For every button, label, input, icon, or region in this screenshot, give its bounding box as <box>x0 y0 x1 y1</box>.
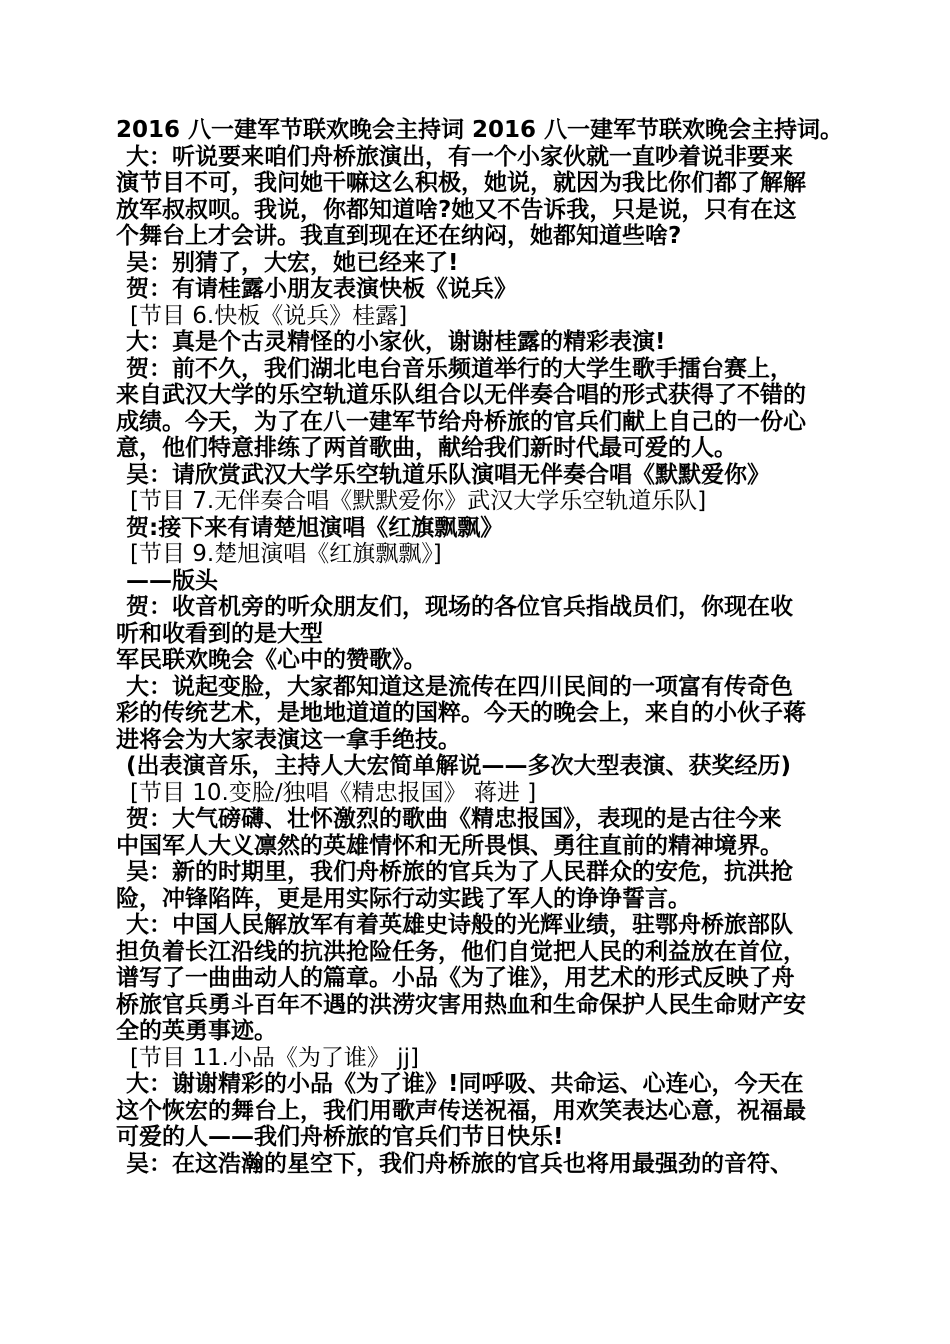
program-line: [节目 10.变脸/独唱《精忠报国》 蒋进 ] <box>130 779 537 806</box>
text-line: 吴：请欣赏武汉大学乐空轨道乐队演唱无伴奏合唱《默默爱你》 <box>126 461 770 488</box>
text-line: 大：听说要来咱们舟桥旅演出，有一个小家伙就一直吵着说非要来 <box>126 143 793 170</box>
text-line: 贺：有请桂露小朋友表演快板《说兵》 <box>126 276 517 302</box>
text-line: 桥旅官兵勇斗百年不遇的洪涝灾害用热血和生命保护人民生命财产安 <box>116 991 806 1018</box>
text-line: 贺：前不久，我们湖北电台音乐频道举行的大学生歌手擂台赛上， <box>126 355 793 382</box>
program-line: [节目 6.快板《说兵》桂露] <box>130 302 408 329</box>
text-line: 吴：别猜了，大宏，她已经来了! <box>126 249 459 276</box>
program-line: [节目 9.楚旭演唱《红旗飘飘》] <box>130 541 442 567</box>
text-line: 成绩。今天，为了在八一建军节给舟桥旅的官兵们献上自己的一份心 <box>116 408 806 435</box>
text-line: 谱写了一曲曲动人的篇章。小品《为了谁》，用艺术的形式反映了舟 <box>116 965 795 991</box>
text-line: 大：真是个古灵精怪的小家伙，谢谢桂露的精彩表演! <box>126 329 666 355</box>
text-line: 大：谢谢精彩的小品《为了谁》!同呼吸、共命运、心连心，今天在 <box>126 1071 804 1097</box>
text-line: 军民联欢晚会《心中的赞歌》。 <box>116 647 427 673</box>
text-line: ——版头 <box>126 567 218 594</box>
text-line: 中国军人大义凛然的英雄情怀和无所畏惧、勇往直前的精神境界。 <box>116 832 783 859</box>
text-line: 意，他们特意排练了两首歌曲，献给我们新时代最可爱的人。 <box>116 435 737 461</box>
text-line: (出表演音乐，主持人大宏简单解说——多次大型表演、获奖经历) <box>126 753 792 779</box>
program-line: [节目 7.无伴奏合唱《默默爱你》武汉大学乐空轨道乐队] <box>130 488 707 514</box>
text-line: 贺：大气磅礴、壮怀激烈的歌曲《精忠报国》，表现的是古往今来 <box>126 806 782 832</box>
text-line: 大：说起变脸，大家都知道这是流传在四川民间的一项富有传奇色 <box>126 673 793 700</box>
text-line: 大：中国人民解放军有着英雄史诗般的光辉业绩，驻鄂舟桥旅部队 <box>126 912 793 938</box>
text-line: 吴：在这浩瀚的星空下，我们舟桥旅的官兵也将用最强劲的音符、 <box>126 1150 793 1177</box>
text-line: 进将会为大家表演这一拿手绝技。 <box>116 726 461 753</box>
text-line: 听和收看到的是大型 <box>116 620 323 647</box>
text-line: 个舞台上才会讲。我直到现在还在纳闷，她都知道些啥? <box>116 223 682 249</box>
text-line: 放军叔叔呗。我说，你都知道啥?她又不告诉我，只是说，只有在这 <box>116 196 797 223</box>
title-line: 2016 八一建军节联欢晚会主持词 2016 八一建军节联欢晚会主持词。 <box>116 117 844 143</box>
text-line: 全的英勇事迹。 <box>116 1018 277 1044</box>
text-line: 演节目不可，我问她干嘛这么积极，她说，就因为我比你们都了解解 <box>116 170 806 196</box>
text-line: 这个恢宏的舞台上，我们用歌声传送祝福，用欢笑表达心意，祝福最 <box>116 1097 806 1124</box>
text-line: 可爱的人——我们舟桥旅的官兵们节日快乐! <box>116 1124 564 1150</box>
text-line: 彩的传统艺术，是地地道道的国粹。今天的晚会上，来自的小伙子蒋 <box>116 700 806 726</box>
text-line: 吴：新的时期里，我们舟桥旅的官兵为了人民群众的安危，抗洪抢 <box>126 859 793 885</box>
text-line: 贺：收音机旁的听众朋友们，现场的各位官兵指战员们，你现在收 <box>126 594 793 620</box>
text-line: 来自武汉大学的乐空轨道乐队组合以无伴奏合唱的形式获得了不错的 <box>116 382 806 408</box>
text-line: 贺:接下来有请楚旭演唱《红旗飘飘》 <box>126 514 504 541</box>
text-line: 险，冲锋陷阵，更是用实际行动实践了军人的诤诤誓言。 <box>116 885 691 912</box>
program-line: [节目 11.小品《为了谁》 jj] <box>130 1044 419 1071</box>
text-line: 担负着长江沿线的抗洪抢险任务，他们自觉把人民的利益放在首位， <box>116 938 806 965</box>
